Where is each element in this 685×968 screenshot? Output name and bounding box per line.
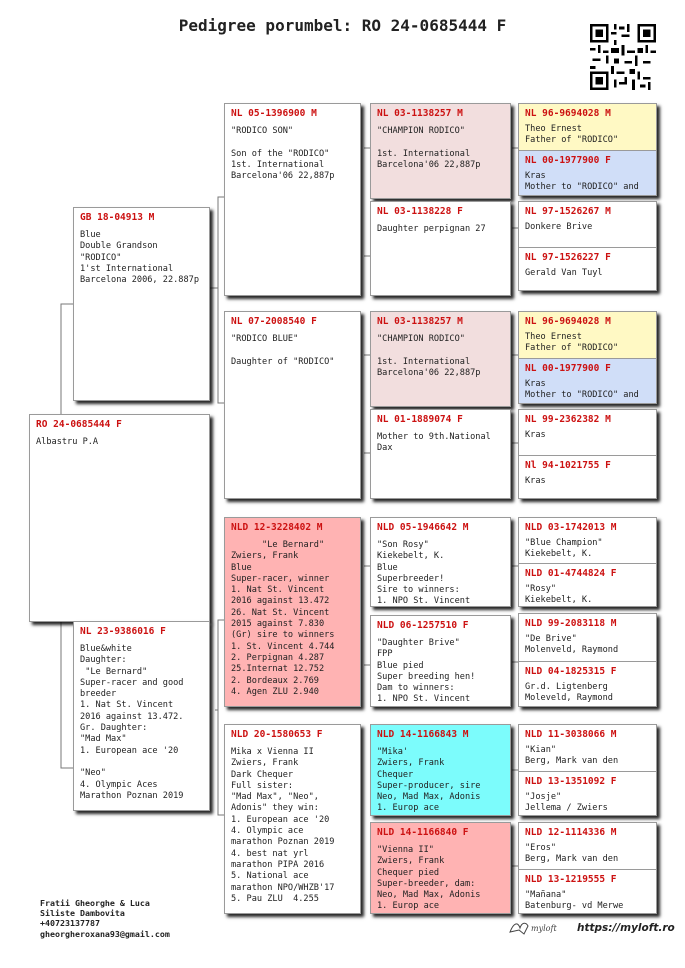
ring-number: NL 99-2362382 M — [525, 414, 611, 425]
gen5-pair-2[interactable] — [518, 201, 657, 291]
pigeon-details: Mother to 9th.National Dax — [377, 432, 491, 454]
ring-number: NL 03-1138257 M — [377, 108, 463, 119]
gen4-card-1[interactable] — [370, 103, 511, 199]
pigeon-details: Kras Mother to "RODICO" and — [525, 171, 639, 193]
ring-number: NL 07-2008540 F — [231, 316, 317, 327]
ring-number: NL 00-1977900 F — [525, 155, 611, 166]
breeder-location: Siliste Dambovita — [40, 908, 125, 919]
gen5-entry[interactable] — [519, 725, 656, 771]
gen5-entry[interactable] — [519, 662, 656, 707]
ring-number: NL 03-1138257 M — [377, 316, 463, 327]
ring-number: NL 00-1977900 F — [525, 363, 611, 374]
pigeon-details: "Rosy" Kiekebelt, K. — [525, 584, 593, 606]
breeder-contact — [40, 898, 170, 939]
sire-dam-card[interactable] — [224, 311, 361, 499]
gen4-card-6[interactable] — [370, 615, 511, 707]
website-link[interactable]: https://myloft.ro — [577, 922, 675, 934]
gen5-entry[interactable] — [519, 202, 656, 247]
breeder-email[interactable]: gheorgheroxana93@gmail.com — [40, 928, 170, 939]
gen5-entry[interactable] — [519, 823, 656, 869]
gen5-entry[interactable] — [519, 410, 656, 455]
pigeon-details: Mika x Vienna II Zwiers, Frank Dark Chequer Full sister: "Mad Max", "Neo", Adonis" they win: 1. European ace '20 4. Olympic ace marathon Poznan 2019 4. best nat yrl marathon PIPA 2016 5. National ace marathon NPO/WHZB'17 5. Pau ZLU 4.255 — [231, 747, 335, 904]
ring-number: NLD 03-1742013 M — [525, 522, 617, 533]
ring-number: NL 97-1526267 M — [525, 206, 611, 217]
pigeon-details: Albastru P.A — [36, 437, 99, 447]
ring-number: NLD 20-1580653 F — [231, 729, 323, 740]
pigeon-details: "CHAMPION RODICO" 1st. International Barcelona'06 22,887p — [377, 334, 481, 378]
ring-number: NLD 04-1825315 F — [525, 666, 617, 677]
pigeon-details: Kras Mother to "RODICO" and — [525, 379, 639, 401]
gen5-pair-4[interactable] — [518, 409, 657, 499]
gen5-pair-6[interactable] — [518, 613, 657, 707]
gen5-pair-5[interactable] — [518, 517, 657, 607]
ring-number: NLD 12-3228402 M — [231, 522, 323, 533]
pigeon-details: Donkere Brive — [525, 222, 593, 232]
ring-number: NL 23-9386016 F — [80, 626, 166, 637]
pigeon-details: Daughter perpignan 27 — [377, 224, 486, 234]
pigeon-details: "Josje" Jellema / Zwiers — [525, 792, 608, 814]
ring-number: NLD 13-1219555 F — [525, 874, 617, 885]
sire-sire-card[interactable] — [224, 103, 361, 296]
gen5-entry[interactable] — [519, 151, 656, 196]
page-title: Pedigree porumbel: RO 24-0685444 F — [178, 16, 507, 35]
pigeon-details: "Eros" Berg, Mark van den — [525, 843, 619, 865]
ring-number: NLD 14-1166840 F — [377, 827, 469, 838]
gen4-card-4[interactable] — [370, 409, 511, 499]
gen5-entry[interactable] — [519, 248, 656, 291]
pigeon-details: "Kian" Berg, Mark van den — [525, 745, 619, 767]
svg-text:myloft: myloft — [531, 924, 557, 933]
ring-number: NL 05-1396900 M — [231, 108, 317, 119]
ring-number: NLD 01-4744824 F — [525, 568, 617, 579]
pigeon-details: Gr.d. Ligtenberg Moleveld, Raymond — [525, 682, 613, 704]
pigeon-details: "Vienna II" Zwiers, Frank Chequer pied Super-breeder, dam: Neo, Mad Max, Adonis 1. Europ ace — [377, 845, 481, 912]
pigeon-details: "RODICO BLUE" Daughter of "RODICO" — [231, 334, 335, 367]
gen5-entry[interactable] — [519, 564, 656, 607]
pigeon-details: "Son Rosy" Kiekebelt, K. Blue Superbreeder! Sire to winners: 1. NPO St. Vincent — [377, 540, 471, 607]
ring-number: GB 18-04913 M — [80, 212, 155, 223]
pigeon-details: Theo Ernest Father of "RODICO" — [525, 124, 619, 146]
gen5-entry[interactable] — [519, 614, 656, 661]
ring-number: NLD 12-1114336 M — [525, 827, 617, 838]
dam-dam-card[interactable] — [224, 724, 361, 914]
myloft-logo-icon — [508, 918, 568, 938]
pigeon-details: "Mañana" Batenburg- vd Merwe — [525, 890, 624, 912]
pigeon-details: "CHAMPION RODICO" 1st. International Barcelona'06 22,887p — [377, 126, 481, 170]
sire-card[interactable] — [73, 207, 210, 401]
ring-number: NL 03-1138228 F — [377, 206, 463, 217]
pigeon-details: "Le Bernard" Zwiers, Frank Blue Super-racer, winner 1. Nat St. Vincent 2016 against 13.472 26. Nat St. Vincent 2015 against 7.830 (Gr) sire to winners 1. St. Vincent 4.744 2. Perpignan 4.287 25.Internat 12.752 2. Bordeaux 2.769 4. Agen ZLU 2.940 — [231, 540, 335, 697]
ring-number: NLD 06-1257510 F — [377, 620, 469, 631]
subject-pigeon-card[interactable] — [29, 414, 210, 622]
pigeon-details: "De Brive" Molenveld, Raymond — [525, 634, 619, 656]
gen4-card-5[interactable] — [370, 517, 511, 607]
gen5-entry[interactable] — [519, 456, 656, 499]
pigeon-details: Kras — [525, 430, 546, 440]
pigeon-details: "RODICO SON" Son of the "RODICO" 1st. International Barcelona'06 22,887p — [231, 126, 335, 182]
pigeon-details: "Mika' Zwiers, Frank Chequer Super-producer, sire Neo, Mad Max, Adonis 1. Europ ace — [377, 747, 481, 814]
pigeon-details: Blue&white Daughter: "Le Bernard" Super-racer and good breeder 1. Nat St. Vincent 2016 against 13.472. Gr. Daughter: "Mad Max" 1. European ace '20 "Neo" 4. Olympic Aces Marathon Poznan 2019 — [80, 644, 184, 801]
ring-number: NLD 13-1351092 F — [525, 776, 617, 787]
pigeon-details: Theo Ernest Father of "RODICO" — [525, 332, 619, 354]
ring-number: NLD 14-1166843 M — [377, 729, 469, 740]
gen4-card-2[interactable] — [370, 201, 511, 296]
gen5-entry[interactable] — [519, 312, 656, 358]
ring-number: NLD 05-1946642 M — [377, 522, 469, 533]
dam-sire-card[interactable] — [224, 517, 361, 707]
gen5-pair-1[interactable] — [518, 103, 657, 196]
ring-number: RO 24-0685444 F — [36, 419, 122, 430]
gen5-entry[interactable] — [519, 359, 656, 404]
ring-number: Nl 94-1021755 F — [525, 460, 611, 471]
ring-number: NL 96-9694028 M — [525, 316, 611, 327]
pigeon-details: Gerald Van Tuyl — [525, 268, 603, 278]
gen4-card-7[interactable] — [370, 724, 511, 816]
breeder-name: Fratii Gheorghe & Luca — [40, 898, 150, 908]
gen4-card-3[interactable] — [370, 311, 511, 407]
pigeon-details: "Blue Champion" Kiekebelt, K. — [525, 538, 603, 560]
ring-number: NL 96-9694028 M — [525, 108, 611, 119]
gen5-entry[interactable] — [519, 870, 656, 914]
pigeon-details: Kras — [525, 476, 546, 486]
ring-number: NLD 11-3038066 M — [525, 729, 617, 740]
gen5-entry[interactable] — [519, 518, 656, 563]
gen5-pair-3[interactable] — [518, 311, 657, 404]
breeder-phone: +40723137787 — [40, 918, 100, 929]
pigeon-details: "Daughter Brive" FPP Blue pied Super breeding hen! Dam to winners: 1. NPO St. Vincent — [377, 638, 476, 705]
ring-number: NLD 99-2083118 M — [525, 618, 617, 629]
gen4-card-8[interactable] — [370, 822, 511, 914]
ring-number: NL 97-1526227 F — [525, 252, 611, 263]
gen5-entry[interactable] — [519, 772, 656, 816]
gen5-entry[interactable] — [519, 104, 656, 150]
dam-card[interactable] — [73, 621, 210, 811]
ring-number: NL 01-1889074 F — [377, 414, 463, 425]
gen5-pair-8[interactable] — [518, 822, 657, 914]
gen5-pair-7[interactable] — [518, 724, 657, 816]
pigeon-details: Blue Double Grandson "RODICO" 1'st International Barcelona 2006, 22.887p — [80, 230, 199, 286]
